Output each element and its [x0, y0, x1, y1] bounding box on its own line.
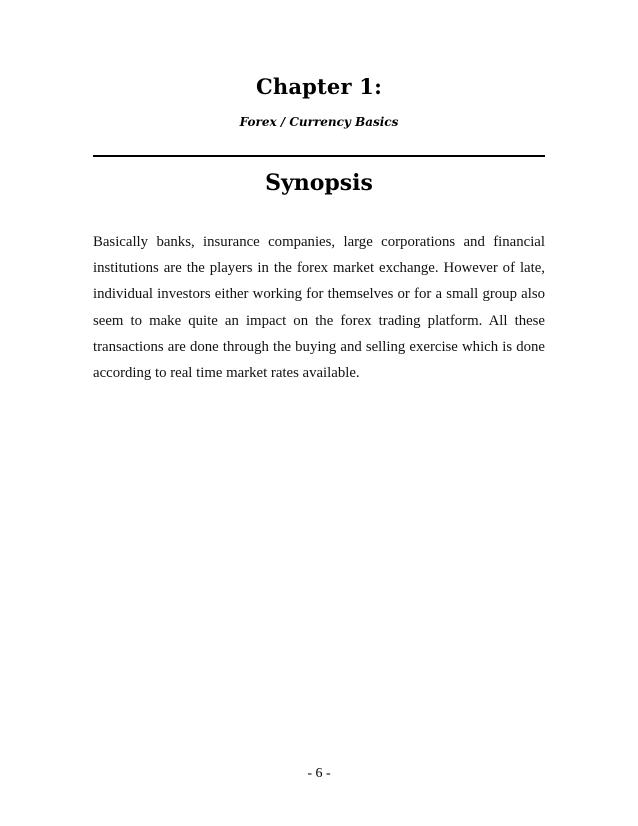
section-heading: Synopsis	[265, 170, 373, 196]
chapter-title: Chapter 1:	[255, 74, 383, 99]
page-number: - 6 -	[307, 766, 331, 781]
body-paragraph: Basically banks, insurance companies, large corporations and financial institutions are the players in the forex market exchange. However of late, individual investors either working for themselves or for a small group also seem to make quite an impact on the forex trading platform. All these transactions are done through the buying and selling exercise which is done according to real time market rates available.	[93, 234, 545, 382]
chapter-subtitle: Forex / Currency Basics	[239, 115, 399, 129]
section-divider	[93, 155, 545, 157]
